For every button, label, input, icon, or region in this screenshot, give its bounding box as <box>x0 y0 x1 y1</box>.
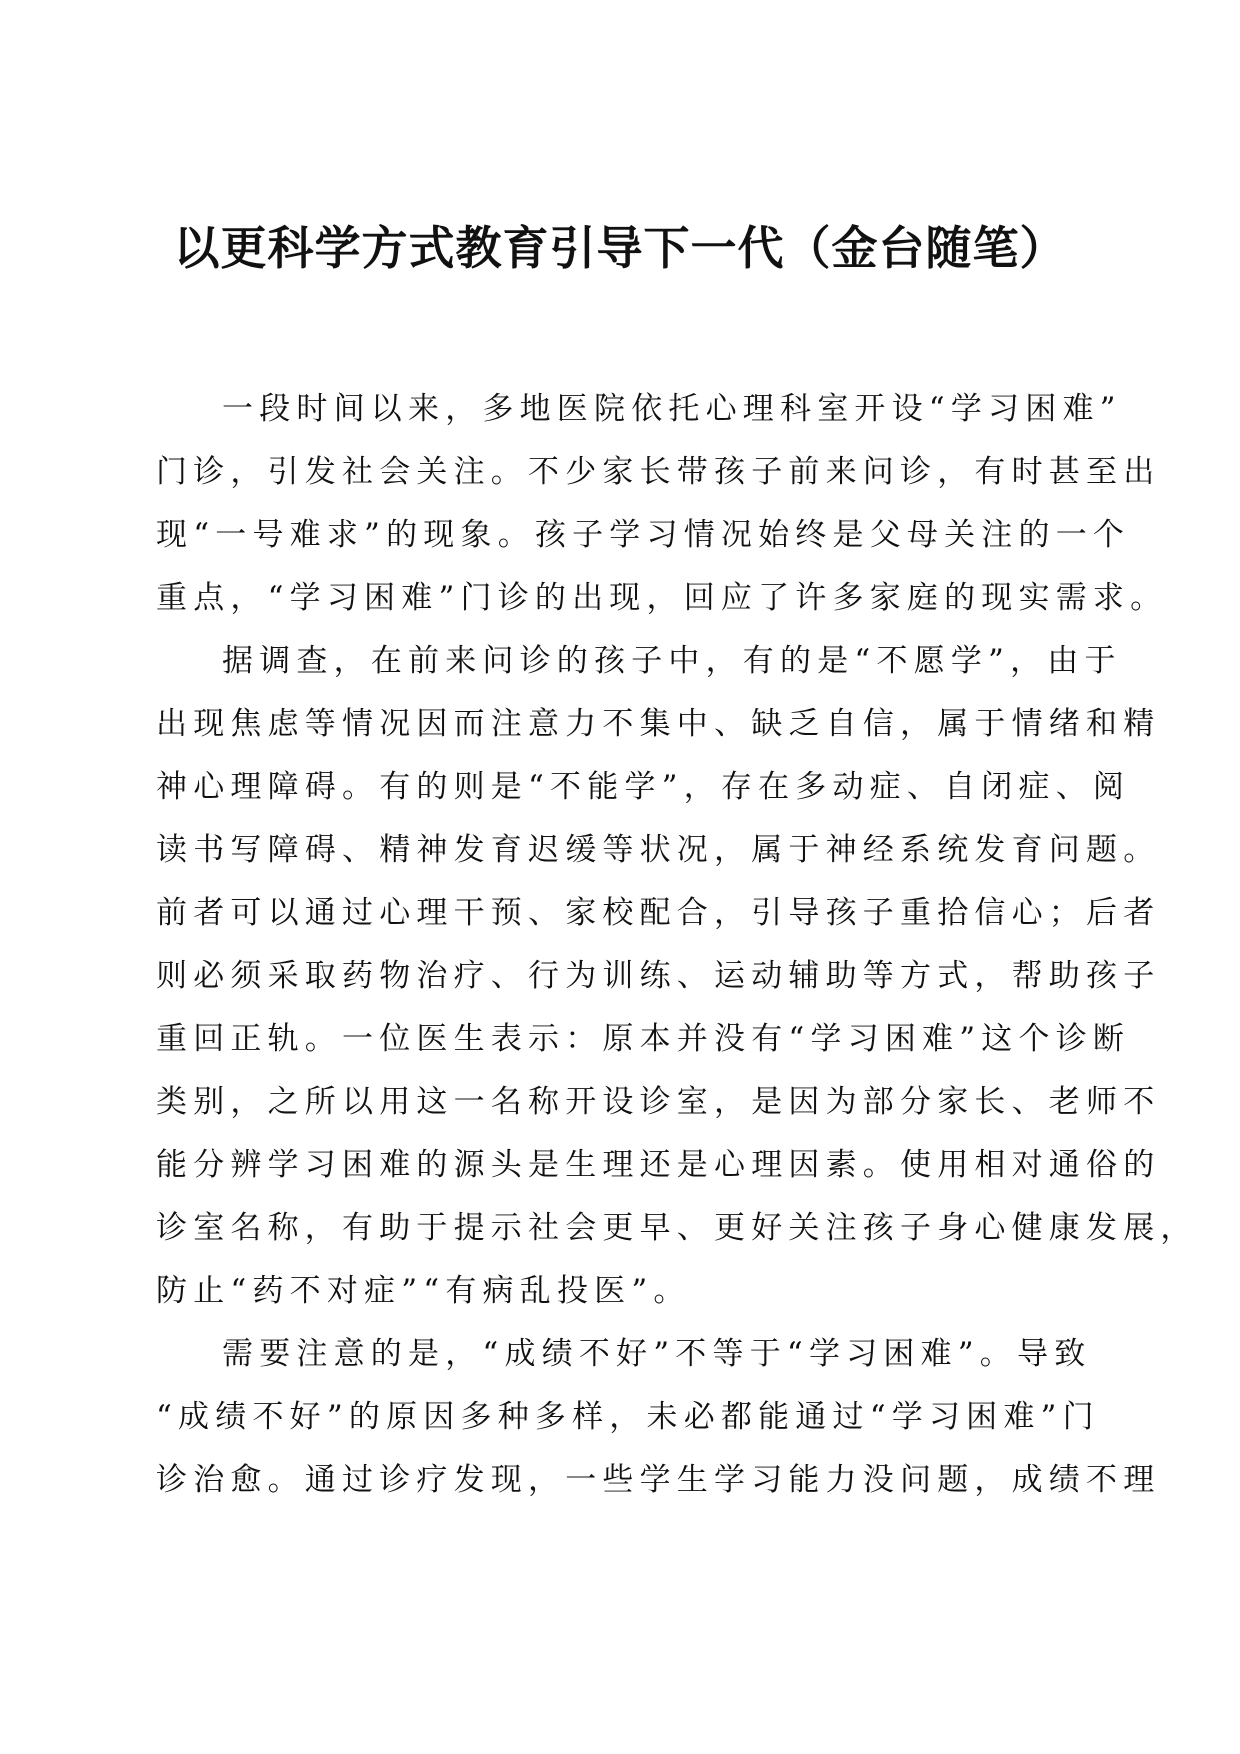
text-line: 诊室名称，有助于提示社会更早、更好关注孩子身心健康发展， <box>156 1210 1198 1246</box>
text-line: 一段时间以来，多地医院依托心理科室开设“学习困难” <box>222 391 1122 427</box>
text-line: 防止“药不对症”“有病乱投医”。 <box>156 1273 691 1309</box>
text-line: 诊治愈。通过诊疗发现，一些学生学习能力没问题，成绩不理 <box>156 1462 1161 1498</box>
paragraph <box>156 630 1198 1323</box>
text-line: 则必须采取药物治疗、行为训练、运动辅助等方式，帮助孩子 <box>156 958 1161 994</box>
paragraph <box>156 1323 1161 1512</box>
text-line: 重点，“学习困难”门诊的出现，回应了许多家庭的现实需求。 <box>156 580 1168 616</box>
text-line: 前者可以通过心理干预、家校配合，引导孩子重拾信心；后者 <box>156 895 1161 931</box>
text-line: 重回正轨。一位医生表示：原本并没有“学习困难”这个诊断 <box>156 1021 1131 1057</box>
text-line: “成绩不好”的原因多种多样，未必都能通过“学习困难”门 <box>156 1399 1100 1435</box>
document-title: 以更科学方式教育引导下一代（金台随笔） <box>173 221 1067 275</box>
text-line: 现“一号难求”的现象。孩子学习情况始终是父母关注的一个 <box>156 517 1131 553</box>
text-line: 能分辨学习困难的源头是生理还是心理因素。使用相对通俗的 <box>156 1147 1161 1183</box>
text-line: 门诊，引发社会关注。不少家长带孩子前来问诊，有时甚至出 <box>156 454 1161 490</box>
text-line: 据调查，在前来问诊的孩子中，有的是“不愿学”，由于 <box>222 643 1122 679</box>
text-line: 神心理障碍。有的则是“不能学”，存在多动症、自闭症、阅 <box>156 769 1131 805</box>
text-line: 读书写障碍、精神发育迟缓等状况，属于神经系统发育问题。 <box>156 832 1161 868</box>
paragraph <box>156 378 1168 630</box>
text-line: 类别，之所以用这一名称开设诊室，是因为部分家长、老师不 <box>156 1084 1161 1120</box>
text-line: 出现焦虑等情况因而注意力不集中、缺乏自信，属于情绪和精 <box>156 706 1161 742</box>
text-line: 需要注意的是，“成绩不好”不等于“学习困难”。导致 <box>222 1336 1092 1372</box>
document-body <box>156 378 1198 1512</box>
